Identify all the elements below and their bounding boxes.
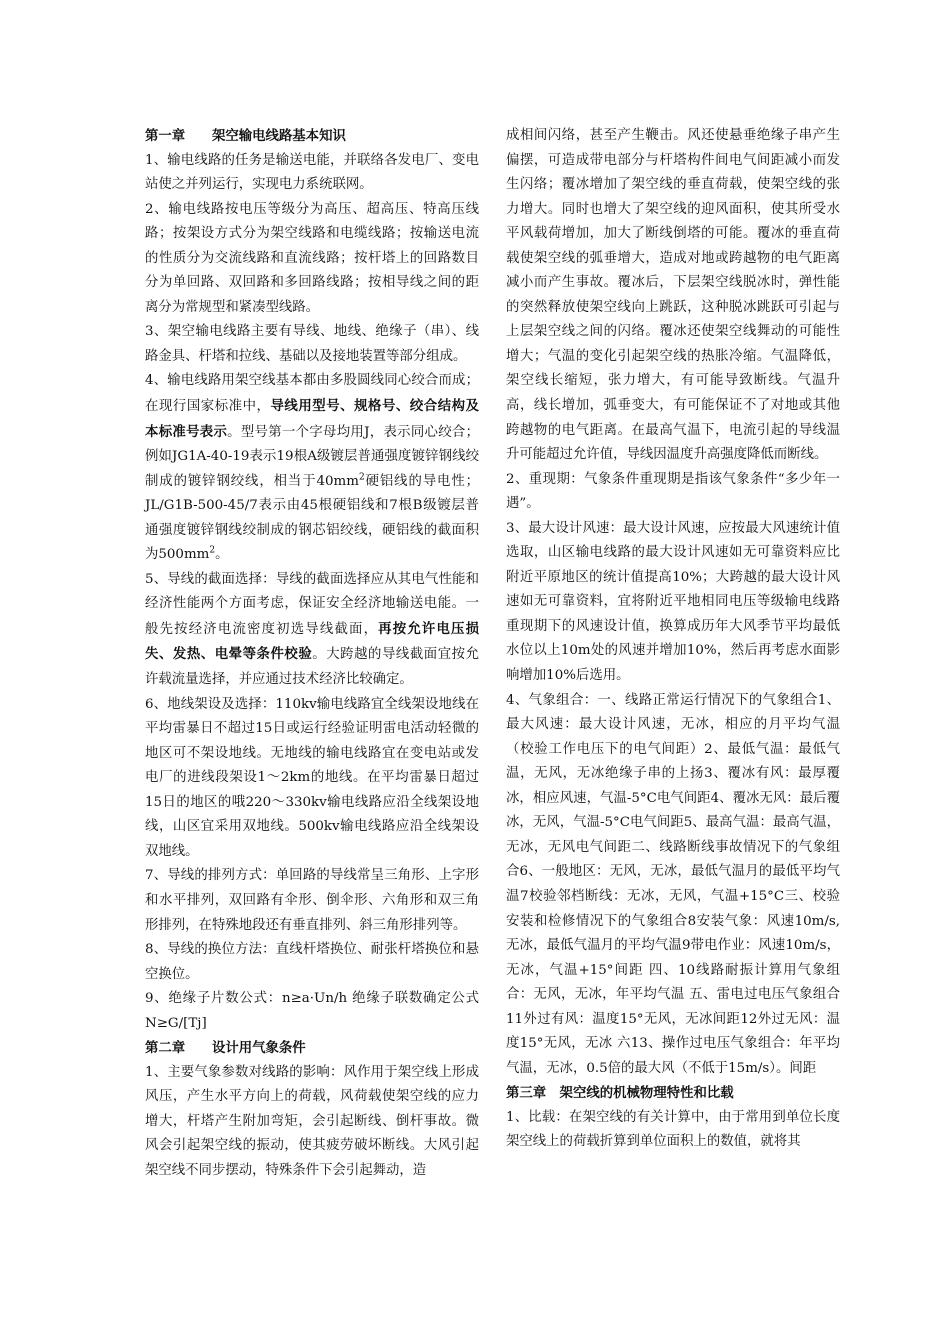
superscript-2: 2 [209,545,216,556]
paragraph-2-3: 3、最大设计风速：最大设计风速，应按最大风速统计值选取，山区输电线路的最大设计风速如无可靠资料应比附近平原地区的统计值提高10%；大跨越的最大设计风速如无可靠资料，宜将附近平地相同电压等级输电线路重现期下的风速设计值，换算成历年大风季节平均最低水位以上10m处的风速并增加10%，然后再考虑水面影响增加10%后选用。 [506,520,840,684]
paragraph-2-1-continued: 成相间闪络，甚至产生鞭击。风还使悬垂绝缘子串产生偏摆，可造成带电部分与杆塔构件间电气间距减小而发生闪络；覆冰增加了架空线的垂直荷载，使架空线的张力增大。同时也增大了架空线的迎风面积，使其所受水平风载荷增加，加大了断线倒塔的可能。覆冰的垂直荷载使架空线的弧垂增大，造成对地或跨越物的电气距离减小而产生事故。覆冰后，下层架空线脱冰时，弹性能的突然释放使架空线向上跳跃，这种脱冰跳跃可引起与上层架空线之间的闪络。覆冰还使架空线舞动的可能性增大；气温的变化引起架空线的热胀冷缩。气温降低，架空线长缩短，张力增大，有可能导致断线。气温升高，线长增加，弧垂变大，有可能保证不了对地或其他跨越物的电气距离。在最高气温下，电流引起的导线温升可能超过允许值，导线因温度升高强度降低而断线。 [506,128,840,463]
paragraph-1-9: 9、绝缘子片数公式：n≥a·Un/h 绝缘子联数确定公式N≥G/[Tj] [145,991,479,1031]
paragraph-1-4-text-a: 4、输电线路用架空线基本都由多股圆线同心绞合而成；在现行国家标准中， [145,373,479,415]
paragraph-1-5 [145,568,479,693]
paragraph-1-5-bold: 再按允许电压损失、发热、电晕等条件校验 [145,620,480,663]
paragraph-1-5-text-b: 。大跨越的导线截面宜按允许载流量选择，并应通过技术经济比较确定。 [145,647,480,688]
superscript-2: 2 [358,472,365,483]
chapter-1-heading: 第一章 架空输电线路基本知识 [145,128,346,144]
chapter-2-heading: 第二章 设计用气象条件 [145,1040,306,1057]
paragraph-3-1: 1、比载：在架空线的有关计算中，由于常用到单位长度架空线上的荷载折算到单位面积上的数值，就将其 [506,1109,840,1150]
paragraph-2-4: 4、气象组合：一、线路正常运行情况下的气象组合1、最大风速：最大设计风速，无冰，相应的月平均气温（校验工作电压下的电气间距）2、最低气温：最低气温，无风，无冰绝缘子串的上扬3、覆冰有风：最厚覆冰，相应风速，气温-5°C电气间距4、覆冰无风：最后覆冰，无风，气温-5°C电气间距5、最高气温：最高气温，无冰，无风电气间距二、线路断线事故情况下的气象组合6、一般地区：无风，无冰，最低气温月的最低平均气温7校验邻档断线：无冰，无风，气温+15°C三、校验安装和检修情况下的气象组合8安装气象：风速10m/s,无冰，最低气温月的平均气温9带电作业：风速10m/s，无冰，气温+15°间距 四、10线路耐振计算用气象组合：无风，无冰，年平均气温 五、雷电过电压气象组合11外过有风：温度15°无风，无冰间距12外过无风：温度15°无风，无冰 六13、操作过电压气象组合：年平均气温，无冰，0.5倍的最大风（不低于15m/s）。间距 [506,692,840,1076]
left-column [145,124,479,1184]
paragraph-1-6: 6、地线架设及选择：110kv输电线路宜全线架设地线在平均雷暴日不超过15日或运行经验证明雷电活动轻微的地区可不架设地线。无地线的输电线路宜在变电站或发电厂的进线段架设1～2km的地线。在平均雷暴日超过15日的地区的哦220～330kv输电线路应沿全线架设地线，山区宜采用双地线。500kv输电线路应沿全线架设双地线。 [145,696,479,859]
paragraph-1-5-text-a: 5、导线的截面选择：导线的截面选择应从其电气性能和经济性能两个方面考虑，保证安全经济地输送电能。一般先按经济电流密度初选导线截面， [145,571,479,637]
paragraph-1-1: 1、输电线路的任务是输送电能，并联络各发电厂、变电站使之并列运行，实现电力系统联网。 [145,152,479,193]
paragraph-1-2: 2、输电线路按电压等级分为高压、超高压、特高压线路；按架设方式分为架空线路和电缆线路；按输送电流的性质分为交流线路和直流线路；按杆塔上的回路数目分为单回路、双回路和多回路线路；按相导线之间的距离分为常规型和紧凑型线路。 [145,201,479,315]
paragraph-1-4-text-d: 。 [215,547,229,563]
paragraph-1-4-text-b: 。型号第一个字母均用J，表示同心绞合；例如JG1A-40-19表示19根A级镀层普通强度镀锌钢线绞制成的镀锌钢绞线，相当于40mm [145,424,479,489]
right-column [506,124,840,1155]
paragraph-1-4-text-c: 硬铝线的导电性；JL/G1B-500-45/7表示由45根硬铝线和7根B级镀层普通强度镀锌钢线绞制成的钢芯铝绞线，硬铝线的截面积为500mm [145,473,480,563]
paragraph-2-1: 1、主要气象参数对线路的影响：风作用于架空线上形成风压，产生水平方向上的荷载，风荷载使架空线的应力增大，杆塔产生附加弯矩，会引起断线、倒杆事故。微风会引起架空线的振动，使其疲劳破坏断线。大风引起架空线不同步摆动，特殊条件下会引起舞动，造 [145,1064,479,1178]
paragraph-1-4 [145,369,479,567]
chapter-3-heading: 第三章 架空线的机械物理特性和比载 [506,1085,734,1102]
paragraph-1-7: 7、导线的排列方式：单回路的导线常呈三角形、上字形和水平排列，双回路有伞形、倒伞形、六角形和双三角形排列，在特殊地段还有垂直排列、斜三角形排列等。 [145,868,479,933]
paragraph-1-4-bold: 导线用型号、规格号、绞合结构及本标准号表示 [145,398,480,440]
paragraph-1-3: 3、架空输电线路主要有导线、地线、绝缘子（串）、线路金具、杆塔和拉线、基础以及接地装置等部分组成。 [145,324,479,364]
paragraph-2-2: 2、重现期：气象条件重现期是指该气象条件“多少年一遇”。 [506,471,840,512]
paragraph-1-8: 8、导线的换位方法：直线杆塔换位、耐张杆塔换位和悬空换位。 [145,942,479,982]
